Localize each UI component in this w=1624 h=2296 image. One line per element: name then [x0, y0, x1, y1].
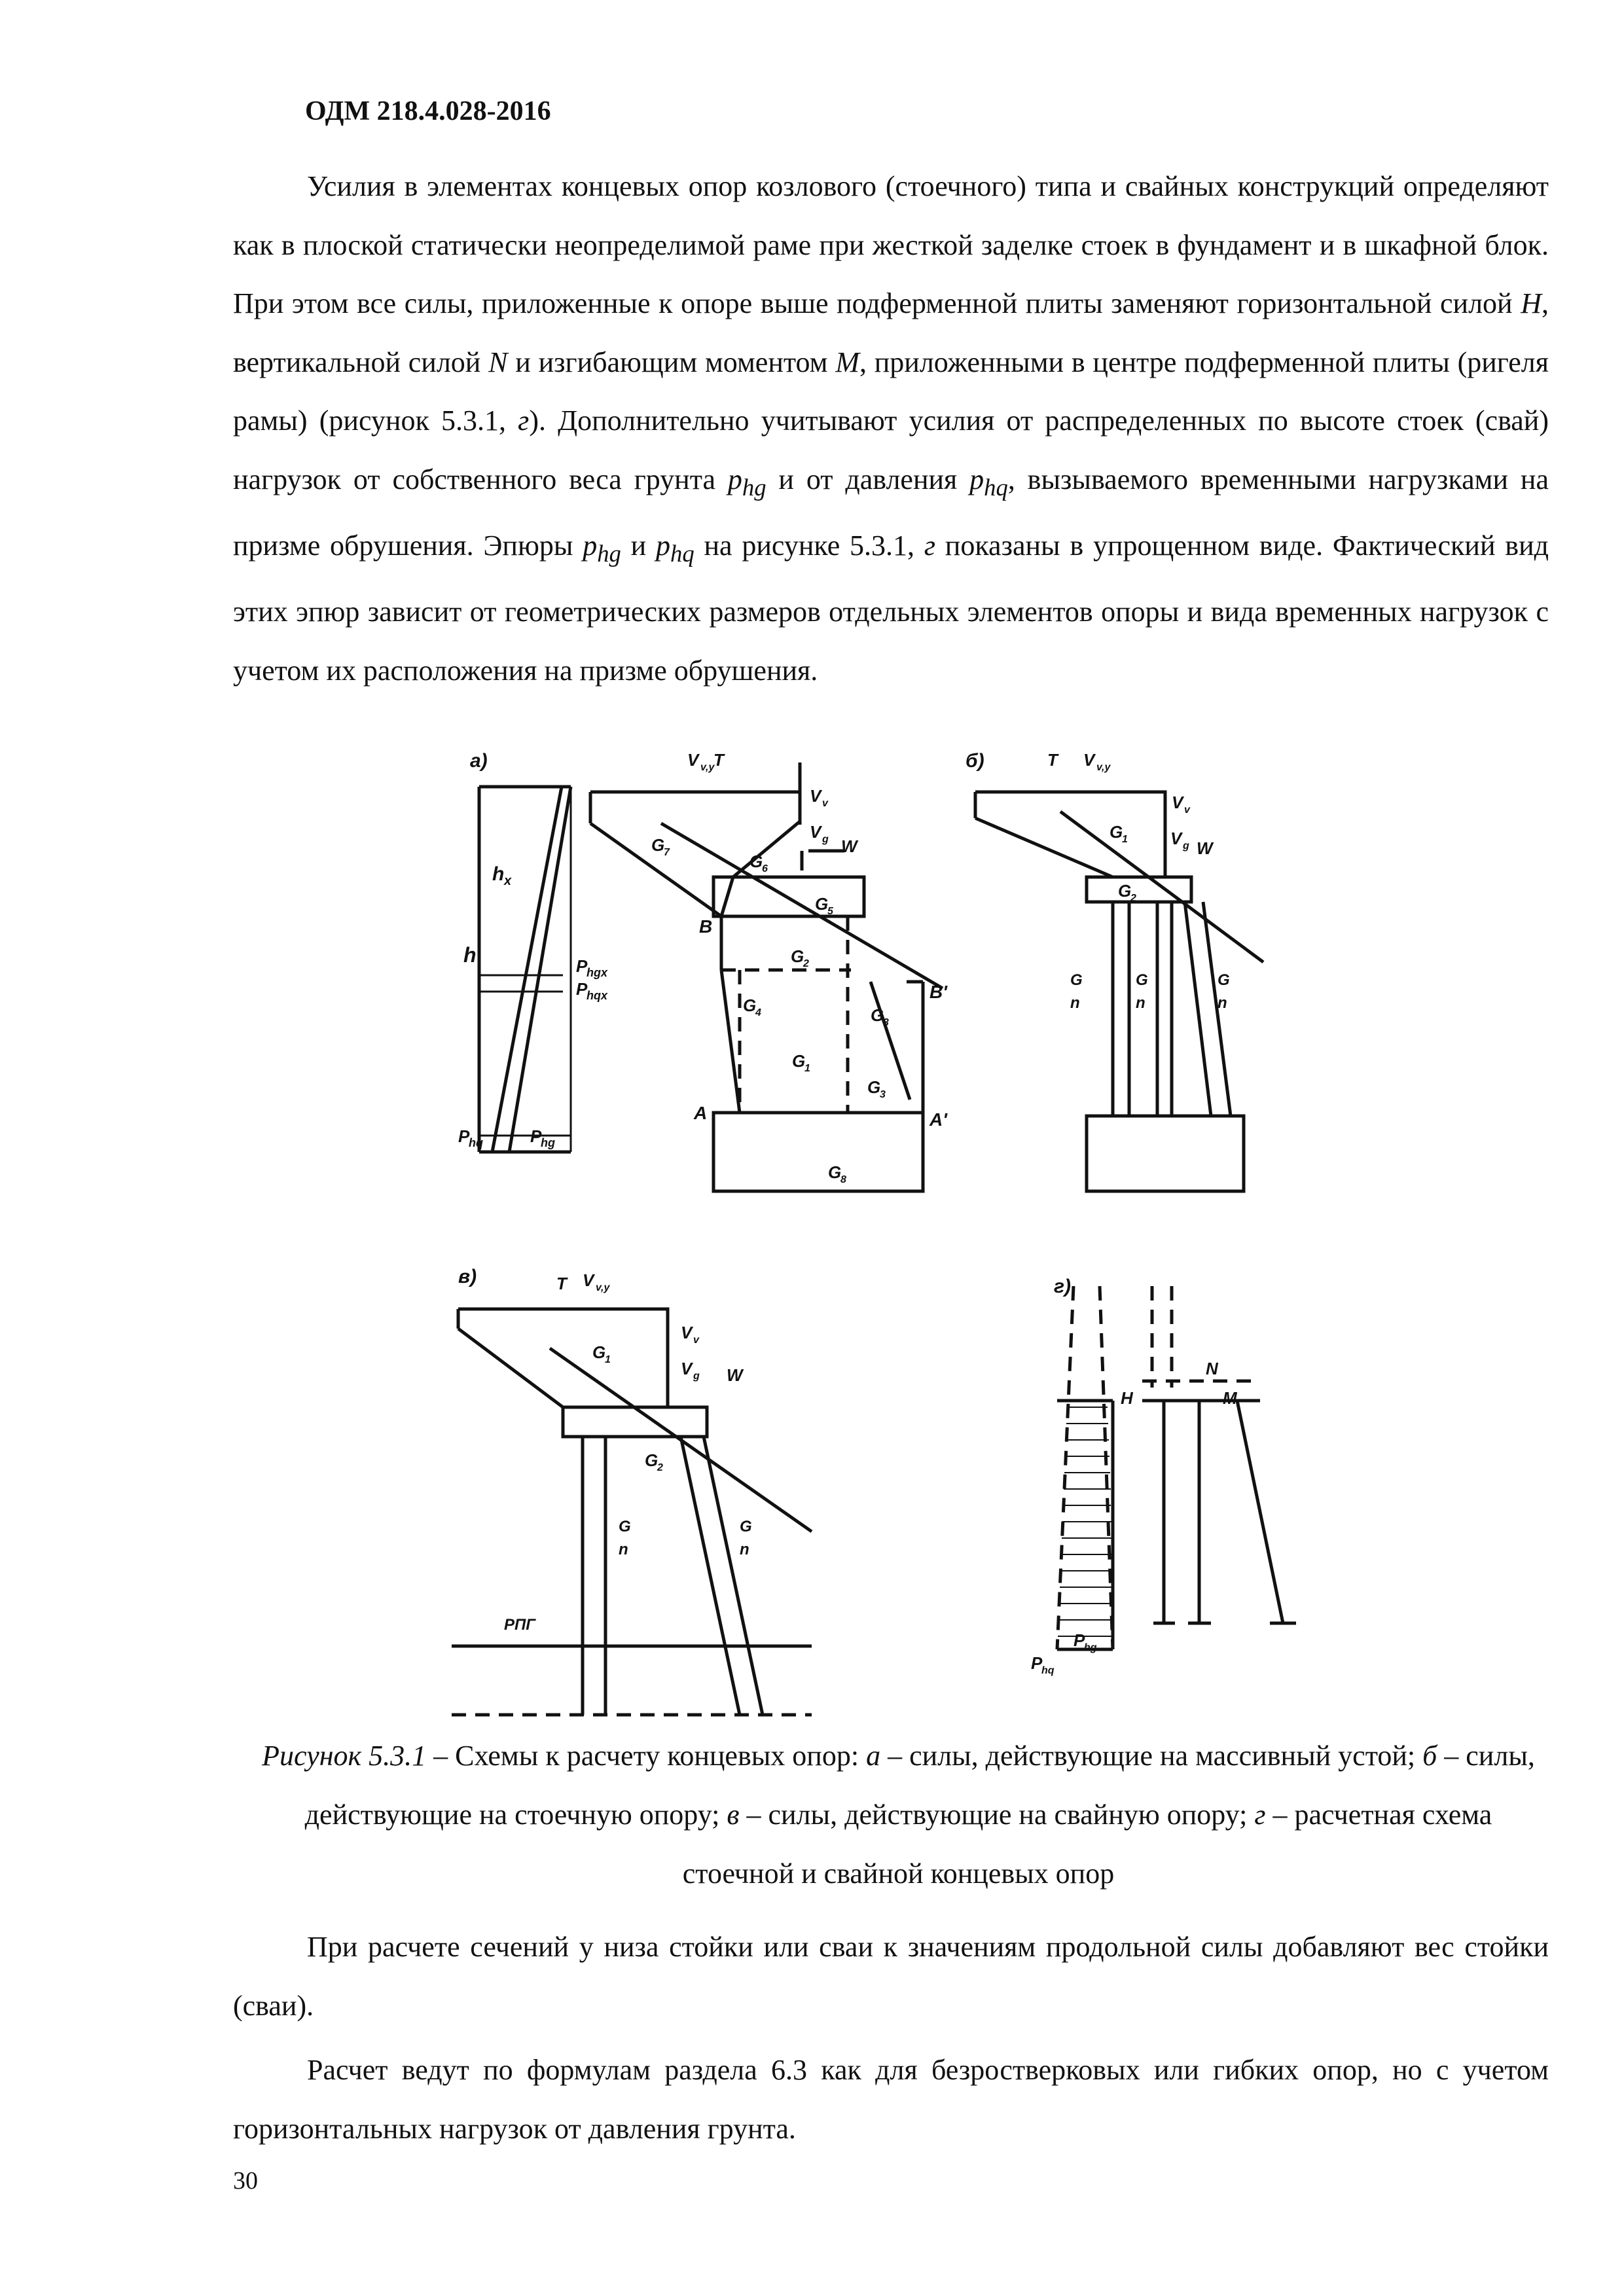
- svg-text:B: B: [699, 916, 713, 937]
- paragraph-section-calc: При расчете сечений у низа стойки или сваи к значениям продольной силы добавляют вес стойки (сваи).: [233, 1931, 1549, 2022]
- svg-text:hqx: hqx: [586, 989, 608, 1002]
- svg-text:P: P: [530, 1126, 542, 1146]
- svg-text:hq: hq: [1041, 1665, 1055, 1676]
- panel-a-pressure-diagram: [458, 750, 608, 1152]
- svg-text:3: 3: [883, 1017, 889, 1028]
- svg-text:V: V: [681, 1359, 693, 1378]
- svg-text:T: T: [1047, 750, 1058, 770]
- svg-text:H: H: [1121, 1388, 1133, 1408]
- svg-text:V: V: [810, 822, 821, 842]
- document-code: ОДМ 218.4.028-2016: [305, 96, 551, 126]
- svg-text:g: g: [822, 834, 829, 845]
- svg-text:V: V: [681, 1323, 693, 1342]
- svg-text:n: n: [1218, 994, 1227, 1012]
- svg-text:G: G: [592, 1342, 606, 1362]
- svg-text:4: 4: [755, 1007, 761, 1018]
- svg-text:G: G: [871, 1005, 884, 1025]
- panel-b-column-support: [965, 750, 1263, 1191]
- svg-text:G: G: [828, 1162, 842, 1182]
- svg-text:G: G: [1136, 971, 1148, 989]
- svg-text:V: V: [1083, 750, 1095, 770]
- svg-text:G: G: [791, 946, 804, 966]
- svg-text:g: g: [1183, 840, 1189, 852]
- panel-g-design-scheme: [1031, 1276, 1296, 1676]
- svg-text:v: v: [693, 1335, 699, 1346]
- svg-text:P: P: [576, 956, 588, 976]
- svg-text:G: G: [1110, 822, 1123, 842]
- svg-text:G: G: [645, 1450, 659, 1470]
- svg-text:B': B': [929, 982, 947, 1002]
- svg-text:M: M: [1223, 1388, 1237, 1408]
- panel-v-pile-support: [452, 1266, 812, 1715]
- svg-text:G: G: [1218, 971, 1230, 989]
- svg-text:V: V: [1170, 829, 1182, 848]
- svg-text:P: P: [458, 1126, 470, 1146]
- svg-text:A: A: [694, 1103, 708, 1123]
- svg-text:G: G: [867, 1077, 881, 1097]
- svg-text:G: G: [1070, 971, 1083, 989]
- svg-text:hq: hq: [469, 1136, 483, 1149]
- paragraph-forces: Усилия в элементах концевых опор козлового (стоечного) типа и свайных конструкций определяют как в плоской статически неопределимой раме при жесткой заделке стоек в фундамент и в шкафной блок. При этом все силы, приложенные к опоре выше подферменной плиты заменяют горизонтальной силой H, вертикальной силой N и изгибающим моментом M, приложенными в центре подферменной плиты (ригеля рамы) (рисунок 5.3.1, г). Дополнительно учитывают усилия от распределенных по высоте стоек (свай) нагрузок от собственного веса грунта $p_{hg}$ и от давления $p_{hq}$, вызываемого временными нагрузками на призме обрушения. Эпюры $p_{hg}$ и $p_{hq}$ на рисунке 5.3.1, г показаны в упрощенном виде. Фактический вид этих эпюр зависит от геометрических размеров отдельных элементов опоры и вида временных нагрузок с учетом их расположения на призме обрушения.: [233, 170, 1549, 687]
- svg-text:n: n: [1136, 994, 1146, 1012]
- svg-text:A': A': [929, 1109, 947, 1130]
- svg-text:v,y: v,y: [700, 762, 715, 773]
- svg-text:2: 2: [1130, 893, 1136, 904]
- svg-text:v,y: v,y: [596, 1282, 610, 1293]
- paragraph-formulas: Расчет ведут по формулам раздела 6.3 как для безростверковых или гибких опор, но с учетом горизонтальных нагрузок от давления грунта.: [233, 2054, 1549, 2145]
- svg-text:G: G: [792, 1051, 806, 1071]
- svg-text:РПГ: РПГ: [504, 1616, 535, 1634]
- panel-b-label: б): [965, 750, 984, 772]
- svg-text:V: V: [810, 786, 821, 806]
- svg-text:G: G: [1118, 881, 1132, 901]
- svg-text:6: 6: [762, 863, 768, 874]
- svg-text:n: n: [619, 1541, 628, 1558]
- svg-text:P: P: [1031, 1653, 1043, 1673]
- panel-v-label: в): [458, 1266, 477, 1287]
- svg-text:G: G: [743, 996, 757, 1015]
- svg-text:5: 5: [827, 906, 833, 917]
- svg-text:G: G: [815, 894, 829, 914]
- svg-text:1: 1: [605, 1354, 611, 1365]
- svg-text:G: G: [749, 852, 763, 871]
- svg-text:V: V: [583, 1270, 594, 1290]
- svg-text:T: T: [713, 750, 724, 770]
- label-h: h: [463, 943, 477, 967]
- figure-caption: Рисунок 5.3.1 – Схемы к расчету концевых опор: а – силы, действующие на массивный устой; б – силы, действующие на стоечную опору; в – силы, действующие на свайную опору; г – расчетная схема стоечной и свайной концевых опор: [262, 1740, 1535, 1890]
- svg-text:W: W: [727, 1365, 743, 1385]
- svg-text:1: 1: [1122, 834, 1128, 845]
- svg-text:V: V: [687, 750, 699, 770]
- svg-text:x: x: [504, 874, 512, 888]
- svg-text:3: 3: [880, 1089, 886, 1100]
- svg-text:N: N: [1206, 1359, 1218, 1378]
- svg-text:v,y: v,y: [1096, 762, 1111, 773]
- svg-text:1: 1: [804, 1063, 810, 1074]
- svg-text:G: G: [651, 835, 665, 855]
- svg-text:T: T: [556, 1274, 567, 1293]
- svg-text:v: v: [822, 798, 828, 809]
- svg-text:n: n: [1070, 994, 1080, 1012]
- svg-text:hg: hg: [1084, 1642, 1097, 1653]
- svg-text:hgx: hgx: [586, 966, 608, 979]
- svg-text:W: W: [841, 836, 857, 856]
- panel-a-massive-abutment: [590, 750, 948, 1191]
- svg-text:v: v: [1184, 804, 1190, 816]
- svg-text:G: G: [740, 1518, 752, 1535]
- panel-a-label: а): [470, 750, 488, 772]
- label-hx: h: [492, 863, 505, 885]
- page-number: 30: [233, 2167, 258, 2195]
- svg-text:n: n: [740, 1541, 749, 1558]
- svg-text:8: 8: [840, 1174, 846, 1185]
- svg-text:G: G: [619, 1518, 631, 1535]
- panel-g-label: г): [1054, 1276, 1072, 1297]
- svg-text:P: P: [1074, 1630, 1085, 1650]
- svg-text:g: g: [693, 1371, 700, 1382]
- svg-text:V: V: [1172, 793, 1183, 812]
- svg-text:P: P: [576, 979, 588, 999]
- svg-text:W: W: [1197, 838, 1213, 858]
- svg-text:7: 7: [664, 847, 670, 858]
- svg-text:2: 2: [657, 1462, 663, 1473]
- svg-text:hg: hg: [541, 1136, 555, 1149]
- svg-text:2: 2: [803, 958, 809, 969]
